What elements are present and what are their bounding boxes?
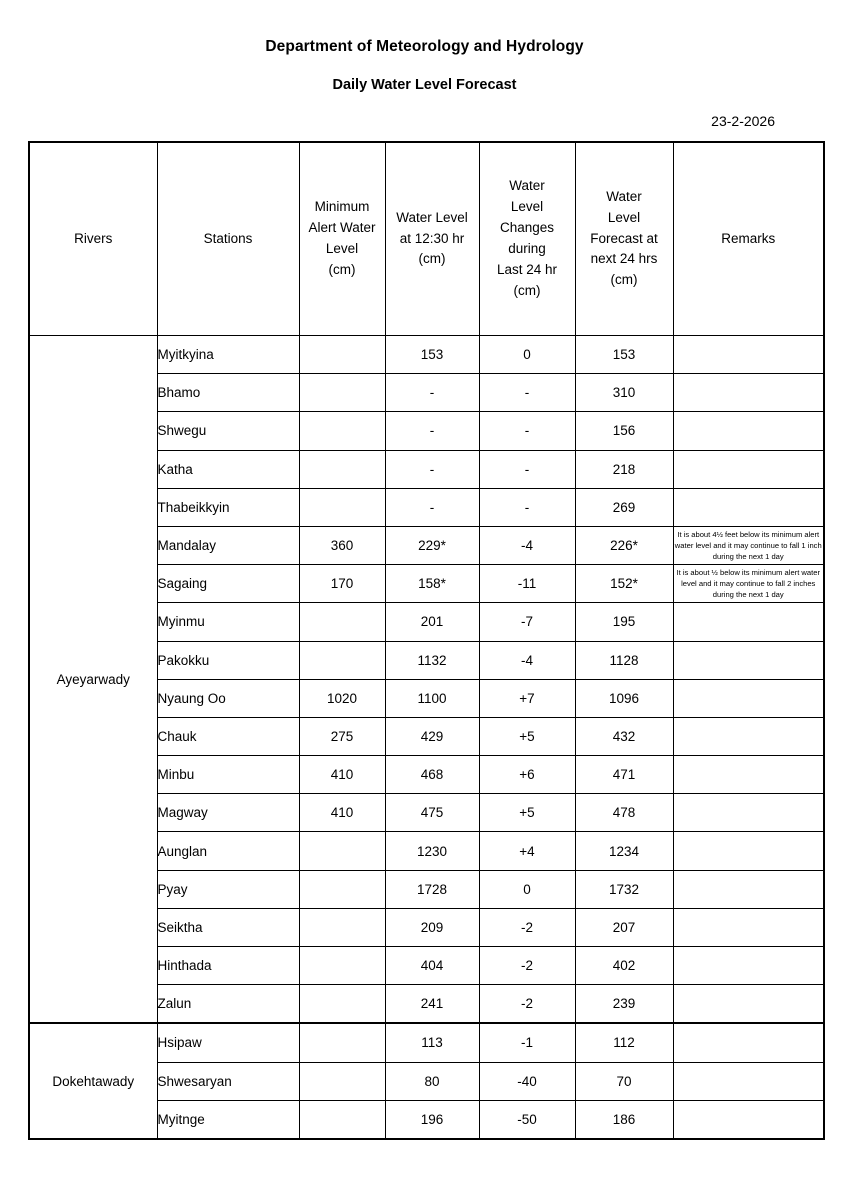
cell-change: +7 bbox=[479, 679, 575, 717]
cell-alert bbox=[299, 1062, 385, 1100]
report-subtitle: Daily Water Level Forecast bbox=[332, 77, 517, 93]
page-title: Department of Meteorology and Hydrology bbox=[265, 38, 584, 55]
cell-forecast: 310 bbox=[575, 374, 673, 412]
cell-alert: 360 bbox=[299, 526, 385, 564]
cell-alert bbox=[299, 336, 385, 374]
cell-remarks bbox=[673, 794, 824, 832]
cell-forecast: 218 bbox=[575, 450, 673, 488]
cell-change: +5 bbox=[479, 717, 575, 755]
station-name-cell: Minbu bbox=[157, 756, 299, 794]
cell-remarks bbox=[673, 1062, 824, 1100]
cell-remarks bbox=[673, 641, 824, 679]
cell-forecast: 478 bbox=[575, 794, 673, 832]
column-header-forecast: Water Level Forecast at next 24 hrs (cm) bbox=[575, 142, 673, 336]
cell-change: -50 bbox=[479, 1100, 575, 1139]
cell-forecast: 186 bbox=[575, 1100, 673, 1139]
cell-forecast: 207 bbox=[575, 908, 673, 946]
column-header-level: Water Level at 12:30 hr (cm) bbox=[385, 142, 479, 336]
cell-forecast: 402 bbox=[575, 947, 673, 985]
cell-level: 468 bbox=[385, 756, 479, 794]
cell-forecast: 226* bbox=[575, 526, 673, 564]
cell-alert bbox=[299, 488, 385, 526]
cell-level: 241 bbox=[385, 985, 479, 1024]
cell-alert: 170 bbox=[299, 565, 385, 603]
cell-level: 1728 bbox=[385, 870, 479, 908]
cell-remarks bbox=[673, 756, 824, 794]
cell-change: - bbox=[479, 412, 575, 450]
cell-alert: 275 bbox=[299, 717, 385, 755]
cell-level: 475 bbox=[385, 794, 479, 832]
cell-remarks bbox=[673, 947, 824, 985]
cell-alert: 410 bbox=[299, 756, 385, 794]
cell-forecast: 1096 bbox=[575, 679, 673, 717]
station-name-cell: Myinmu bbox=[157, 603, 299, 641]
cell-level: 404 bbox=[385, 947, 479, 985]
cell-forecast: 156 bbox=[575, 412, 673, 450]
cell-forecast: 269 bbox=[575, 488, 673, 526]
column-header-station: Stations bbox=[157, 142, 299, 336]
cell-remarks bbox=[673, 717, 824, 755]
table-header bbox=[29, 142, 824, 336]
station-name-cell: Thabeikkyin bbox=[157, 488, 299, 526]
station-name-cell: Zalun bbox=[157, 985, 299, 1024]
cell-level: - bbox=[385, 488, 479, 526]
cell-level: 429 bbox=[385, 717, 479, 755]
cell-alert bbox=[299, 1023, 385, 1062]
cell-remarks bbox=[673, 832, 824, 870]
cell-forecast: 432 bbox=[575, 717, 673, 755]
cell-level: 153 bbox=[385, 336, 479, 374]
cell-level: 1100 bbox=[385, 679, 479, 717]
station-name-cell: Hinthada bbox=[157, 947, 299, 985]
report-date: 23-2-2026 bbox=[711, 113, 775, 129]
cell-remarks: It is about 4½ feet below its minimum alert water level and it may continue to fall 1 inch during the next 1 day bbox=[673, 526, 824, 564]
cell-level: - bbox=[385, 450, 479, 488]
cell-forecast: 70 bbox=[575, 1062, 673, 1100]
column-header-alert: Minimum Alert Water Level (cm) bbox=[299, 142, 385, 336]
cell-forecast: 152* bbox=[575, 565, 673, 603]
station-name-cell: Hsipaw bbox=[157, 1023, 299, 1062]
station-name-cell: Chauk bbox=[157, 717, 299, 755]
station-name-cell: Nyaung Oo bbox=[157, 679, 299, 717]
cell-remarks bbox=[673, 1100, 824, 1139]
table-body bbox=[29, 336, 824, 1139]
cell-alert bbox=[299, 908, 385, 946]
station-name-cell: Pakokku bbox=[157, 641, 299, 679]
river-name-cell: Ayeyarwady bbox=[29, 336, 157, 1024]
station-name-cell: Shwesaryan bbox=[157, 1062, 299, 1100]
cell-change: - bbox=[479, 488, 575, 526]
cell-remarks bbox=[673, 985, 824, 1024]
station-name-cell: Magway bbox=[157, 794, 299, 832]
cell-level: 1132 bbox=[385, 641, 479, 679]
cell-level: 196 bbox=[385, 1100, 479, 1139]
cell-forecast: 1234 bbox=[575, 832, 673, 870]
table-row bbox=[29, 1023, 824, 1062]
cell-forecast: 195 bbox=[575, 603, 673, 641]
cell-level: 201 bbox=[385, 603, 479, 641]
cell-change: +5 bbox=[479, 794, 575, 832]
cell-remarks bbox=[673, 679, 824, 717]
station-name-cell: Katha bbox=[157, 450, 299, 488]
cell-remarks bbox=[673, 603, 824, 641]
cell-alert bbox=[299, 870, 385, 908]
cell-level: 113 bbox=[385, 1023, 479, 1062]
cell-remarks: It is about ½ below its minimum alert water level and it may continue to fall 2 inches during the next 1 day bbox=[673, 565, 824, 603]
cell-level: 80 bbox=[385, 1062, 479, 1100]
cell-forecast: 1128 bbox=[575, 641, 673, 679]
cell-alert bbox=[299, 947, 385, 985]
cell-level: - bbox=[385, 412, 479, 450]
cell-change: -1 bbox=[479, 1023, 575, 1062]
cell-alert bbox=[299, 641, 385, 679]
cell-alert bbox=[299, 374, 385, 412]
cell-change: -7 bbox=[479, 603, 575, 641]
cell-alert bbox=[299, 1100, 385, 1139]
cell-level: 229* bbox=[385, 526, 479, 564]
cell-alert bbox=[299, 985, 385, 1024]
cell-level: - bbox=[385, 374, 479, 412]
cell-alert bbox=[299, 450, 385, 488]
cell-change: - bbox=[479, 374, 575, 412]
station-name-cell: Sagaing bbox=[157, 565, 299, 603]
cell-alert bbox=[299, 603, 385, 641]
station-name-cell: Seiktha bbox=[157, 908, 299, 946]
column-header-remarks: Remarks bbox=[673, 142, 824, 336]
cell-change: -4 bbox=[479, 641, 575, 679]
cell-change: -2 bbox=[479, 985, 575, 1024]
station-name-cell: Myitnge bbox=[157, 1100, 299, 1139]
column-header-change: Water Level Changes during Last 24 hr (cm) bbox=[479, 142, 575, 336]
cell-alert: 410 bbox=[299, 794, 385, 832]
water-level-table bbox=[28, 141, 825, 1140]
station-name-cell: Myitkyina bbox=[157, 336, 299, 374]
station-name-cell: Pyay bbox=[157, 870, 299, 908]
cell-remarks bbox=[673, 1023, 824, 1062]
cell-remarks bbox=[673, 870, 824, 908]
cell-remarks bbox=[673, 336, 824, 374]
cell-remarks bbox=[673, 908, 824, 946]
cell-remarks bbox=[673, 374, 824, 412]
cell-change: -2 bbox=[479, 908, 575, 946]
station-name-cell: Aunglan bbox=[157, 832, 299, 870]
river-name-cell: Dokehtawady bbox=[29, 1023, 157, 1139]
column-header-river: Rivers bbox=[29, 142, 157, 336]
station-name-cell: Shwegu bbox=[157, 412, 299, 450]
cell-forecast: 471 bbox=[575, 756, 673, 794]
cell-remarks bbox=[673, 450, 824, 488]
cell-level: 158* bbox=[385, 565, 479, 603]
cell-change: -4 bbox=[479, 526, 575, 564]
cell-forecast: 239 bbox=[575, 985, 673, 1024]
table-row bbox=[29, 336, 824, 374]
cell-change: +6 bbox=[479, 756, 575, 794]
cell-change: -2 bbox=[479, 947, 575, 985]
cell-change: - bbox=[479, 450, 575, 488]
cell-remarks bbox=[673, 488, 824, 526]
station-name-cell: Mandalay bbox=[157, 526, 299, 564]
cell-alert bbox=[299, 412, 385, 450]
cell-change: 0 bbox=[479, 870, 575, 908]
cell-level: 209 bbox=[385, 908, 479, 946]
cell-change: -11 bbox=[479, 565, 575, 603]
station-name-cell: Bhamo bbox=[157, 374, 299, 412]
cell-change: 0 bbox=[479, 336, 575, 374]
cell-change: -40 bbox=[479, 1062, 575, 1100]
cell-forecast: 112 bbox=[575, 1023, 673, 1062]
cell-change: +4 bbox=[479, 832, 575, 870]
cell-forecast: 153 bbox=[575, 336, 673, 374]
cell-remarks bbox=[673, 412, 824, 450]
cell-forecast: 1732 bbox=[575, 870, 673, 908]
cell-alert bbox=[299, 832, 385, 870]
cell-level: 1230 bbox=[385, 832, 479, 870]
cell-alert: 1020 bbox=[299, 679, 385, 717]
